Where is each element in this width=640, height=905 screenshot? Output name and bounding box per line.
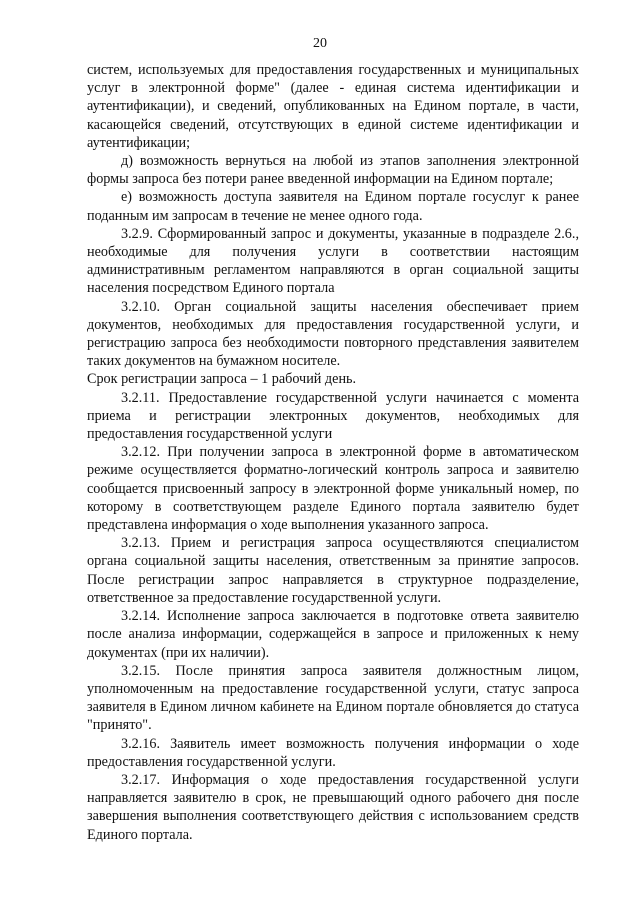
paragraph-identification-systems: систем, используемых для предоставления государственных и муниципальных услуг в электронной форме" (далее - единая система идентификации и аутентификации), и сведений, опубликованных на Едином портале, в части, касающейся сведений, отсутствующих в единой системе идентификации и аутентификации; — [87, 62, 579, 151]
paragraph-registration-term: Срок регистрации запроса – 1 рабочий день. — [87, 371, 357, 388]
document-body — [87, 61, 579, 844]
paragraph-3-2-14: 3.2.14. Исполнение запроса заключается в подготовке ответа заявителю после анализа информации, содержащейся в запросе и приложенных к нему документах (при их наличии). — [87, 608, 579, 661]
paragraph-3-2-10: 3.2.10. Орган социальной защиты населения обеспечивает прием документов, необходимых для предоставления государственной услуги, и регистрацию запроса без необходимости повторного представления заявителем таких документов на бумажном носителе. — [87, 298, 579, 370]
paragraph-3-2-11: 3.2.11. Предоставление государственной услуги начинается с момента приема и регистрации электронных документов, необходимых для предоставления государственной услуги — [87, 389, 579, 443]
paragraph-3-2-12: 3.2.12. При получении запроса в электронной форме в автоматическом режиме осуществляется форматно-логический контроль запроса и заявителю сообщается присвоенный запросу в электронной форме уникальный номер, по которому в соответствующем разделе Единого портала заявителю будет представлена информация о ходе выполнения указанного запроса. — [87, 444, 579, 534]
page-number: 20 — [313, 36, 327, 51]
paragraph-3-2-16: 3.2.16. Заявитель имеет возможность получения информации о ходе предоставления государственной услуги. — [87, 735, 579, 770]
paragraph-item-d: д) возможность вернуться на любой из этапов заполнения электронной формы запроса без потери ранее введенной информации на Едином портале; — [87, 153, 579, 188]
paragraph-3-2-13: 3.2.13. Прием и регистрация запроса осуществляются специалистом органа социальной защиты населения, ответственным за принятие запросов. После регистрации запрос направляется в структурное подразделение, ответственное за предоставление государственной услуги. — [87, 535, 579, 606]
paragraph-item-e: е) возможность доступа заявителя на Едином портале госуслуг к ранее поданным им запросам в течение не менее одного года. — [87, 189, 579, 224]
paragraph-3-2-9: 3.2.9. Сформированный запрос и документы, указанные в подразделе 2.6., необходимые для получения услуги в соответствии настоящим административным регламентом направляются в орган социальной защиты населения посредством Единого портала — [87, 225, 579, 297]
paragraph-3-2-17: 3.2.17. Информация о ходе предоставления государственной услуги направляется заявителю в срок, не превышающий одного рабочего дня после завершения выполнения соответствующего действия с использованием средств Единого портала. — [87, 771, 579, 843]
paragraph-3-2-15: 3.2.15. После принятия запроса заявителя должностным лицом, уполномоченным на предоставление государственной услуги, статус запроса заявителя в Едином личном кабинете на Едином портале обновляется до статуса "принято". — [87, 662, 579, 734]
